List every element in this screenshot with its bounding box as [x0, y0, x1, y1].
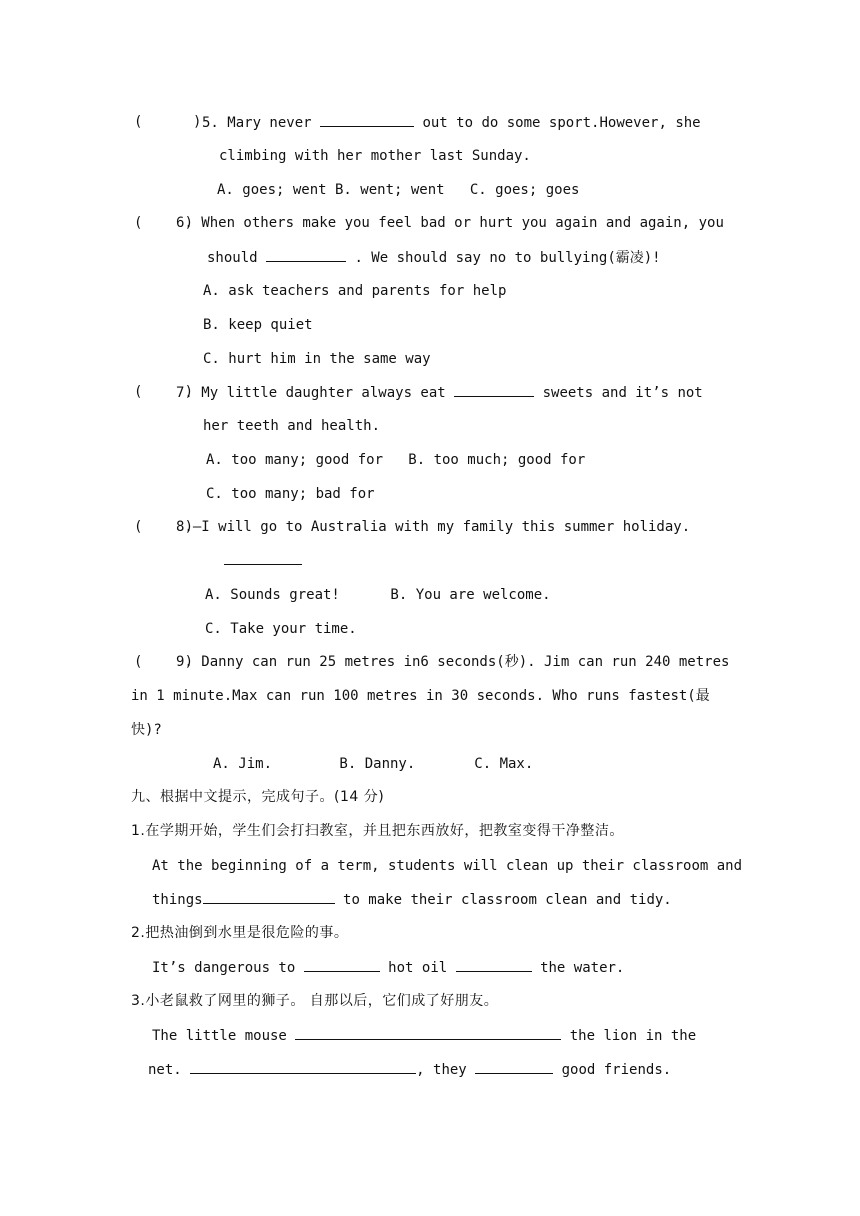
s1-english-line1: At the beginning of a term, students will clean up their classroom and	[152, 858, 743, 874]
q7-option-c: C. too many; bad for	[206, 486, 375, 502]
q7-line2: her teeth and health.	[203, 418, 381, 434]
q7-stem-a: 7. My little daughter always eat	[176, 385, 446, 401]
q6-option-b: B. keep quiet	[203, 317, 313, 333]
q7-stem-b: sweets and it’s not	[542, 385, 703, 401]
q6-answer-bracket: ( )	[134, 215, 194, 231]
q8-blank[interactable]	[224, 550, 302, 565]
q6-option-a: A. ask teachers and parents for help	[203, 283, 507, 299]
q8-option-c: C. Take your time.	[205, 621, 357, 637]
q8-line1: 8.—I will go to Australia with my family this summer holiday.	[176, 519, 691, 535]
s3-stem-c: net.	[148, 1062, 182, 1078]
s2-blank-2[interactable]	[456, 957, 532, 972]
q8-options-ab: A. Sounds great! B. You are welcome.	[205, 587, 551, 603]
s2-stem-a: It’s dangerous to	[152, 960, 296, 976]
q9-answer-bracket: ( )	[134, 654, 194, 670]
q6-blank[interactable]	[266, 247, 346, 262]
q5-blank[interactable]	[320, 112, 414, 127]
q5-options: A. goes; went B. went; went C. goes; goes	[217, 182, 580, 198]
q7-blank[interactable]	[454, 382, 534, 397]
q6-stem-b: . We should say no to bullying(霸凌)!	[354, 250, 661, 266]
q5-line1	[202, 112, 701, 133]
s1-blank[interactable]	[203, 889, 335, 904]
q6-line2	[207, 247, 661, 268]
s3-english-line2	[148, 1059, 671, 1080]
s3-blank-3[interactable]	[475, 1059, 553, 1074]
q9-line1: 9. Danny can run 25 metres in6 seconds(秒). Jim can run 240 metres	[176, 654, 730, 670]
s3-stem-a: The little mouse	[152, 1028, 287, 1044]
s3-english-line1	[152, 1025, 696, 1046]
q8-reply-line	[224, 550, 302, 571]
q7-line1	[176, 382, 703, 403]
s3-chinese: 3.小老鼠救了网里的狮子。 自那以后，它们成了好朋友。	[131, 993, 499, 1009]
s2-english	[152, 957, 624, 978]
s3-stem-b: the lion in the	[569, 1028, 697, 1044]
q5-answer-bracket: ( )	[134, 114, 202, 130]
q7-answer-bracket: ( )	[134, 384, 194, 400]
s1-stem-b: to make their classroom clean and tidy.	[343, 892, 672, 908]
s3-blank-1[interactable]	[295, 1025, 561, 1040]
q5-line2: climbing with her mother last Sunday.	[219, 148, 531, 164]
q8-answer-bracket: ( )	[134, 519, 194, 535]
q9-options: A. Jim. B. Danny. C. Max.	[213, 756, 534, 772]
s1-stem-a: things	[152, 892, 203, 908]
q7-options-ab: A. too many; good for B. too much; good for	[206, 452, 586, 468]
q6-line1: 6. When others make you feel bad or hurt you again and again, you	[176, 215, 724, 231]
q6-stem-a: should	[207, 250, 258, 266]
s3-stem-d: , they	[416, 1062, 467, 1078]
s2-chinese: 2.把热油倒到水里是很危险的事。	[131, 925, 349, 941]
q6-option-c: C. hurt him in the same way	[203, 351, 431, 367]
s3-blank-2[interactable]	[190, 1059, 416, 1074]
s1-english-line2	[152, 889, 672, 910]
s2-stem-b: hot oil	[388, 960, 448, 976]
q5-stem-b: out to do some sport.However, she	[422, 115, 701, 131]
q5-stem-a: 5. Mary never	[202, 115, 312, 131]
s2-blank-1[interactable]	[304, 957, 380, 972]
section-heading: 九、根据中文提示，完成句子。(14 分)	[131, 789, 385, 805]
q9-line2: in 1 minute.Max can run 100 metres in 30 seconds. Who runs fastest(最	[131, 688, 710, 704]
s2-stem-c: the water.	[540, 960, 625, 976]
q9-line3: 快)?	[131, 722, 162, 738]
s1-chinese: 1.在学期开始，学生们会打扫教室，并且把东西放好，把教室变得干净整洁。	[131, 823, 624, 839]
s3-stem-e: good friends.	[561, 1062, 672, 1078]
